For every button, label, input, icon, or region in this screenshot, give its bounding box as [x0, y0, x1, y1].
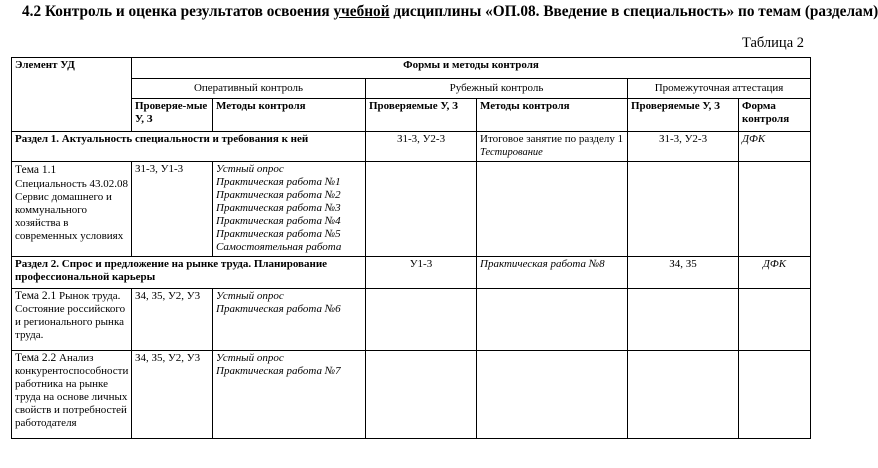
- boundary-checked: У1-3: [366, 257, 477, 289]
- table-row: [12, 162, 811, 257]
- op-checked: З4, З5, У2, У3: [132, 289, 213, 351]
- topic-title: Тема 2.2: [15, 352, 57, 364]
- op-methods: [213, 162, 366, 257]
- boundary-checked: З1-3, У2-3: [366, 132, 477, 162]
- method-item: Практическая работа №7: [216, 365, 341, 377]
- header-boundary: Рубежный контроль: [366, 79, 628, 99]
- inter-form: ДФК: [739, 257, 811, 289]
- op-checked: З1-3, У1-3: [132, 162, 213, 257]
- inter-checked: З4, З5: [628, 257, 739, 289]
- header-rb-methods: Методы контроля: [477, 99, 628, 132]
- op-methods: [213, 289, 366, 351]
- method-item: Практическая работа №5: [216, 228, 341, 240]
- empty-cell: [366, 351, 477, 439]
- boundary-method: [477, 132, 628, 162]
- header-forms-methods: Формы и методы контроля: [132, 58, 811, 79]
- inter-checked: З1-3, У2-3: [628, 132, 739, 162]
- topic-cell: [12, 351, 132, 439]
- topic-text: Рынок труда. Состояние российского и регионального рынка труда.: [15, 290, 126, 341]
- table-row: [12, 351, 811, 439]
- table-row: [12, 132, 811, 162]
- header-op-methods: Методы контроля: [213, 99, 366, 132]
- boundary-method-italic: Тестирование: [480, 147, 543, 158]
- method-item: Практическая работа №6: [216, 303, 341, 315]
- topic-cell: [12, 289, 132, 351]
- topic-cell: [12, 162, 132, 257]
- op-methods: [213, 351, 366, 439]
- empty-cell: [628, 289, 739, 351]
- empty-cell: [739, 162, 811, 257]
- header-pa-checked: Проверяемые У, З: [628, 99, 739, 132]
- topic-title: Тема 1.1: [15, 164, 57, 176]
- topic-text: Анализ конкурентоспособности работника на рынке труда на основе личных свойств и потребностей работодателя: [15, 352, 129, 429]
- empty-cell: [477, 351, 628, 439]
- boundary-method: Практическая работа №8: [477, 257, 628, 289]
- heading-part1: 4.2 Контроль и оценка результатов освоения: [22, 3, 334, 20]
- header-operative: Оперативный контроль: [132, 79, 366, 99]
- empty-cell: [366, 289, 477, 351]
- op-checked: З4, З5, У2, У3: [132, 351, 213, 439]
- header-row-1: [12, 58, 811, 79]
- empty-cell: [628, 351, 739, 439]
- section-heading: [22, 3, 878, 21]
- empty-cell: [477, 162, 628, 257]
- table-row: [12, 289, 811, 351]
- method-item: Устный опрос: [216, 290, 284, 302]
- header-row-2: [12, 79, 811, 99]
- header-rb-checked: Проверяемые У, З: [366, 99, 477, 132]
- header-element: Элемент УД: [12, 58, 132, 132]
- method-item: Самостоятельная работа: [216, 241, 342, 253]
- inter-form: ДФК: [739, 132, 811, 162]
- header-op-checked: Проверяе-мые У, З: [132, 99, 213, 132]
- header-pa-form: Форма контроля: [739, 99, 811, 132]
- table-number: Таблица 2: [741, 35, 804, 51]
- boundary-method-text: Итоговое занятие по разделу 1: [480, 133, 624, 145]
- section-title: Раздел 2. Спрос и предложение на рынке труда. Планирование профессиональной карьеры: [12, 257, 366, 289]
- method-item: Практическая работа №4: [216, 215, 341, 227]
- header-row-3: [12, 99, 811, 132]
- empty-cell: [739, 289, 811, 351]
- empty-cell: [477, 289, 628, 351]
- heading-underlined: учебной: [333, 3, 390, 20]
- method-item: Практическая работа №3: [216, 202, 341, 214]
- heading-part2: дисциплины «ОП.08. Введение в специальность» по темам (разделам): [389, 3, 878, 20]
- empty-cell: [739, 351, 811, 439]
- table-row: [12, 257, 811, 289]
- section-title: Раздел 1. Актуальность специальности и требования к ней: [12, 132, 366, 162]
- method-item: Устный опрос: [216, 163, 284, 175]
- empty-cell: [628, 162, 739, 257]
- header-intermediate: Промежуточная аттестация: [628, 79, 811, 99]
- topic-title: Тема 2.1: [15, 290, 57, 302]
- topic-text: Специальность 43.02.08 Сервис домашнего и коммунального хозяйства в современных условиях: [15, 178, 128, 242]
- method-item: Устный опрос: [216, 352, 284, 364]
- method-item: Практическая работа №2: [216, 189, 341, 201]
- control-table: [11, 57, 811, 439]
- empty-cell: [366, 162, 477, 257]
- method-item: Практическая работа №1: [216, 176, 341, 188]
